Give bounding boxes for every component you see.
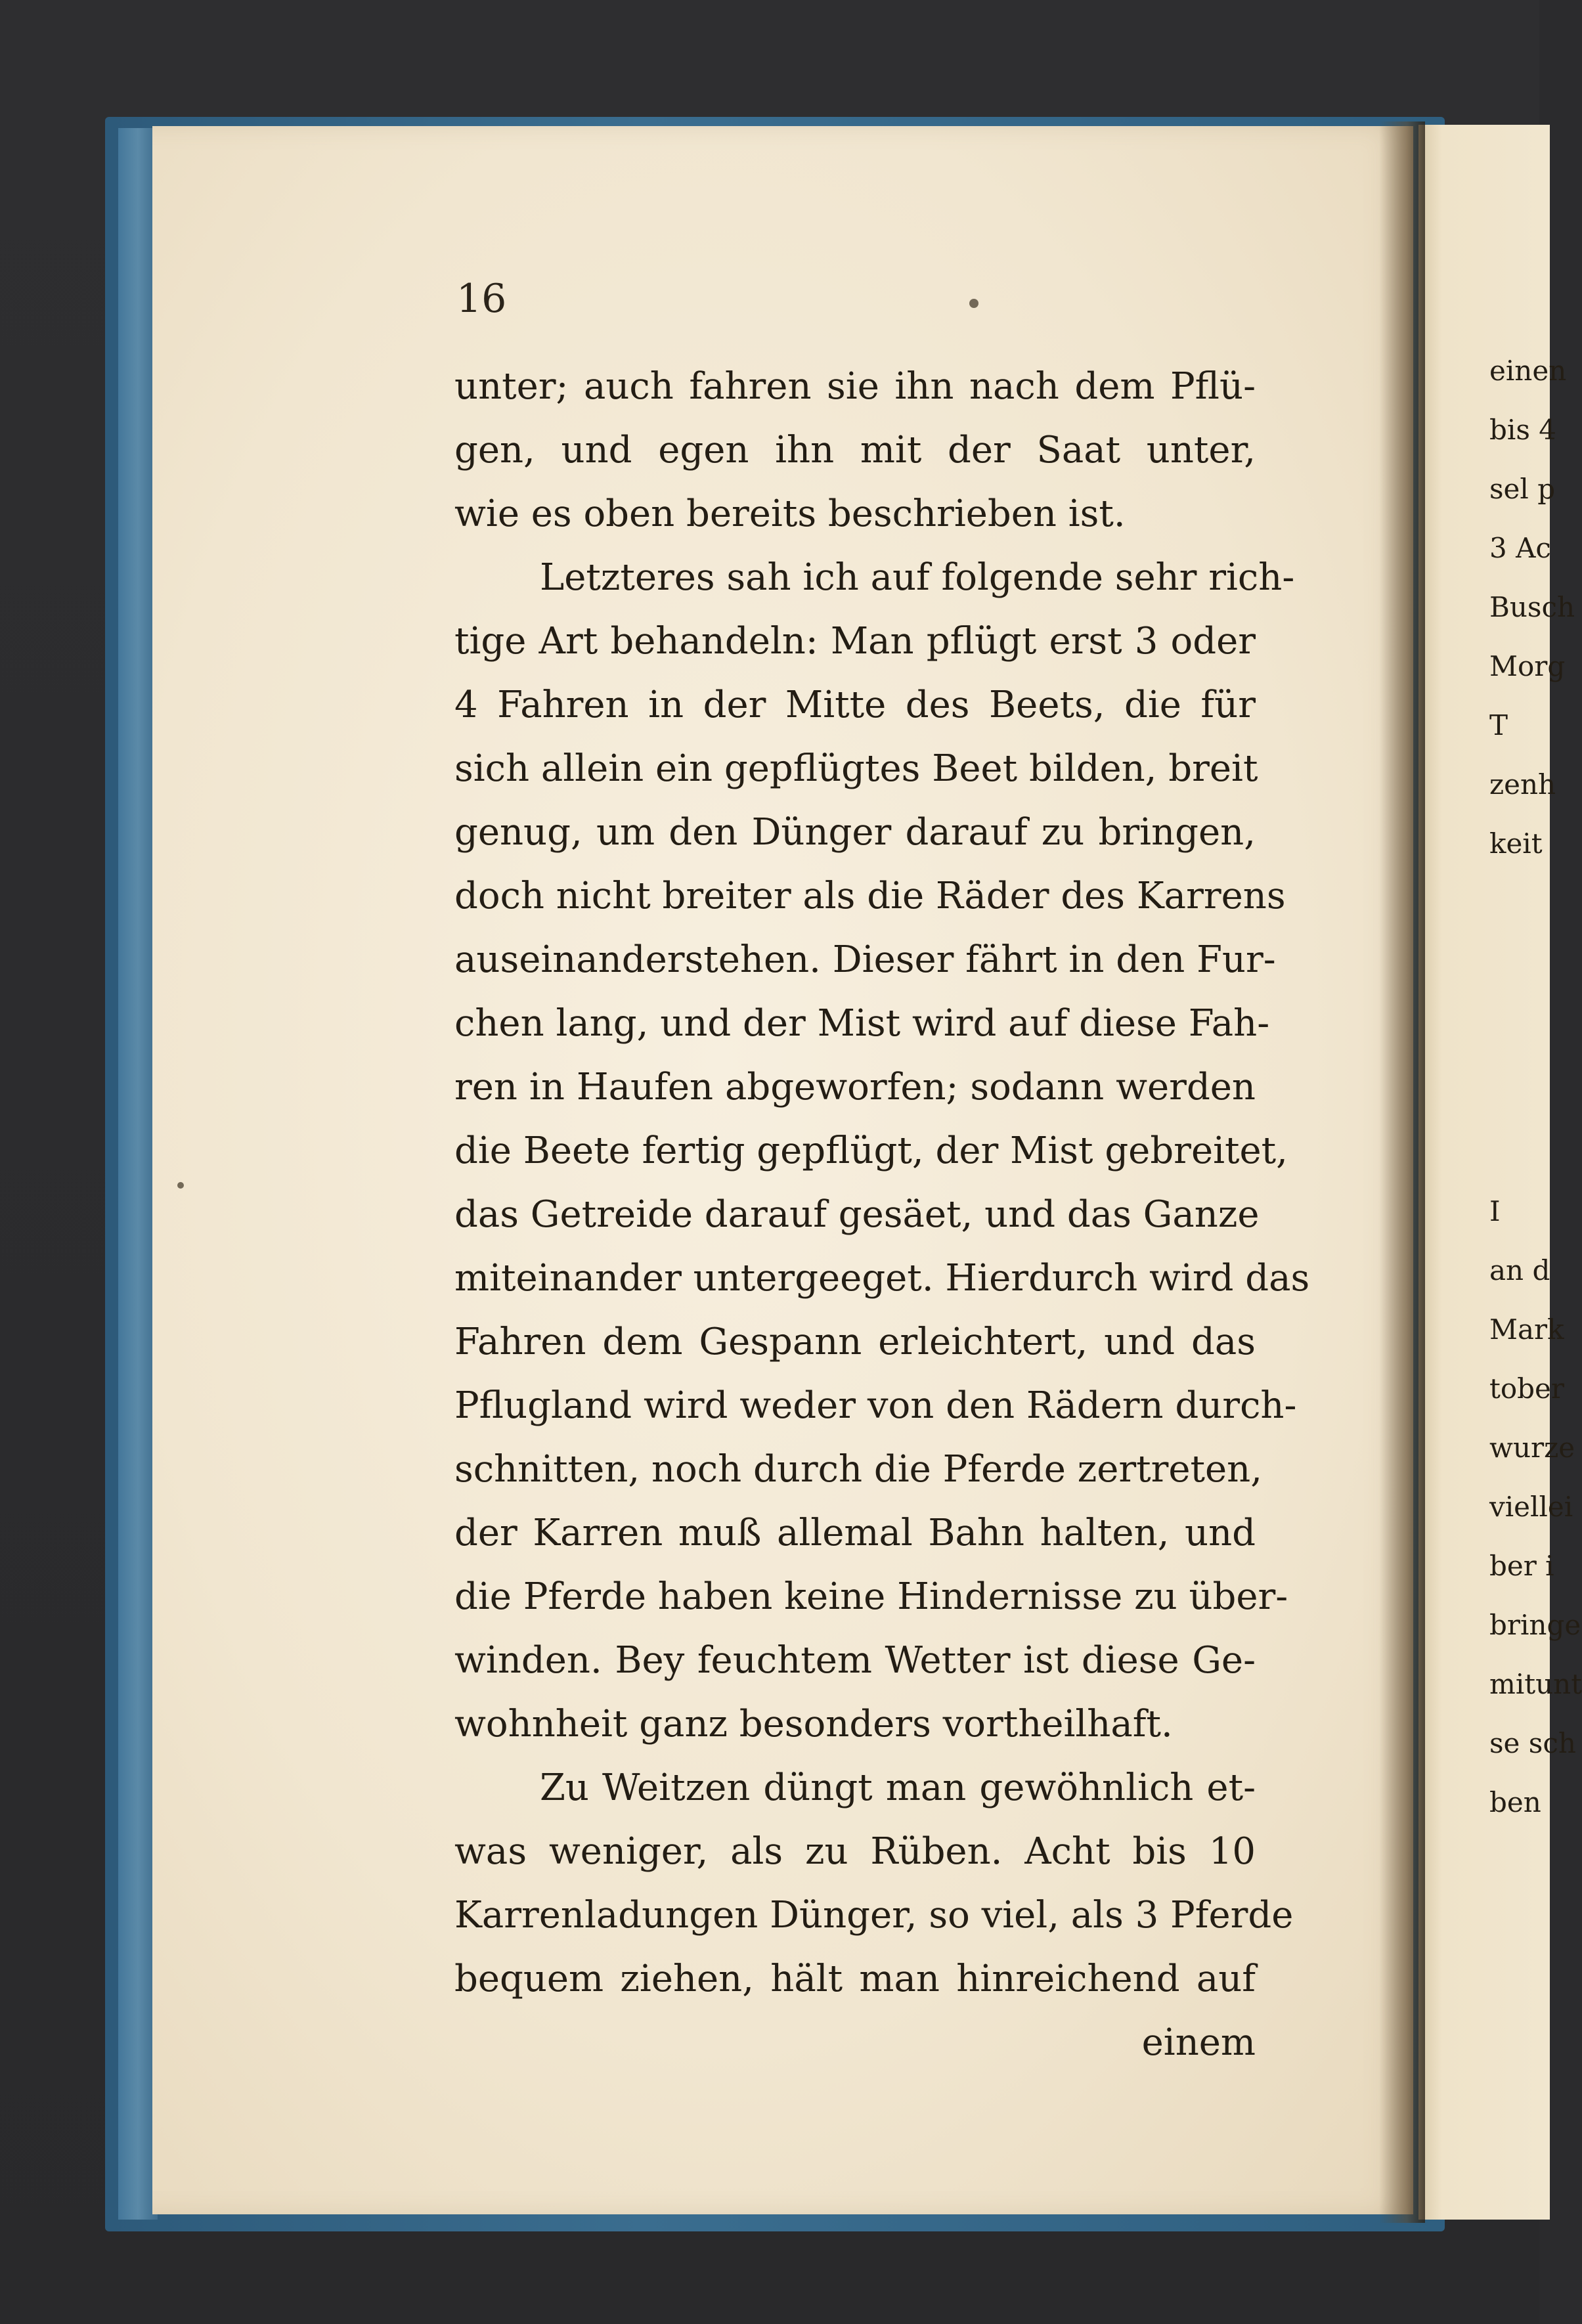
text-line: Letzteres sah ich auf folgende sehr rich- — [540, 556, 1295, 599]
facing-fragment: T — [1489, 709, 1508, 741]
facing-page-fragments — [1489, 341, 1582, 1832]
facing-fragment: mitunt — [1489, 1668, 1582, 1700]
facing-fragment: zenh — [1489, 768, 1556, 800]
text-line: ren in Haufen abgeworfen; sodann werden — [454, 1066, 1256, 1108]
text-line: Pflugland wird weder von den Rädern durch- — [454, 1384, 1297, 1427]
text-line: miteinander untergeeget. Hierdurch wird das — [454, 1257, 1310, 1300]
facing-fragment: ber i — [1489, 1550, 1554, 1582]
text-line: genug, um den Dünger darauf zu bringen, — [454, 811, 1256, 854]
text-line: die Pferde haben keine Hindernisse zu über- — [454, 1575, 1288, 1618]
facing-fragment: 3 Ac — [1489, 532, 1551, 564]
facing-fragment: bis 4 — [1489, 414, 1556, 446]
text-line: 4 Fahren in der Mitte des Beets, die für — [454, 684, 1256, 726]
ink-spot — [177, 1182, 184, 1189]
text-line: gen, und egen ihn mit der Saat unter, — [454, 429, 1256, 471]
text-line: bequem ziehen, hält man hinreichend auf — [454, 1958, 1256, 2000]
text-line: der Karren muß allemal Bahn halten, und — [454, 1512, 1256, 1554]
text-line: was weniger, als zu Rüben. Acht bis 10 — [454, 1830, 1256, 1873]
facing-fragment: wurze — [1489, 1432, 1575, 1464]
facing-fragment: Morg — [1489, 650, 1566, 682]
facing-fragment: sel p — [1489, 473, 1556, 505]
text-line: wie es oben bereits beschrieben ist. — [454, 493, 1126, 535]
facing-fragment: Busch — [1489, 591, 1575, 623]
facing-fragment: I — [1489, 1195, 1501, 1227]
body-text — [454, 355, 1310, 2074]
cover-edge — [118, 128, 158, 2220]
facing-fragment: se sch — [1489, 1727, 1576, 1759]
text-line: tige Art behandeln: Man pflügt erst 3 oder — [454, 620, 1256, 663]
text-line: Zu Weitzen düngt man gewöhnlich et- — [540, 1766, 1256, 1809]
book-gutter — [1379, 121, 1425, 2223]
facing-fragment: viellei — [1489, 1491, 1573, 1523]
text-line: auseinanderstehen. Dieser fährt in den Fur- — [454, 938, 1276, 981]
text-line: das Getreide darauf gesäet, und das Ganze — [454, 1193, 1260, 1236]
facing-fragment: keit — [1489, 827, 1543, 860]
text-line: winden. Bey feuchtem Wetter ist diese Ge- — [454, 1639, 1256, 1682]
facing-fragment: Mark — [1489, 1313, 1564, 1346]
text-line: wohnheit ganz besonders vortheilhaft. — [454, 1703, 1173, 1745]
facing-fragment: an d — [1489, 1254, 1550, 1286]
text-line: unter; auch fahren sie ihn nach dem Pflü- — [454, 365, 1256, 408]
facing-fragment: ben — [1489, 1786, 1541, 1818]
text-line: Karrenladungen Dünger, so viel, als 3 Pferde — [454, 1894, 1294, 1937]
facing-fragment: tober — [1489, 1372, 1564, 1405]
text-line: die Beete fertig gepflügt, der Mist gebreitet, — [454, 1129, 1288, 1172]
text-line: chen lang, und der Mist wird auf diese Fah- — [454, 1002, 1270, 1045]
ink-spot — [969, 299, 978, 308]
text-line: Fahren dem Gespann erleichtert, und das — [454, 1321, 1256, 1363]
page-number: 16 — [456, 276, 507, 322]
text-line: sich allein ein gepflügtes Beet bilden, breit — [454, 747, 1258, 790]
facing-fragment: einen — [1489, 355, 1567, 387]
text-line: doch nicht breiter als die Räder des Karrens — [454, 875, 1286, 917]
facing-fragment: bringe — [1489, 1609, 1581, 1641]
text-line: schnitten, noch durch die Pferde zertreten, — [454, 1448, 1263, 1491]
catchword: einem — [1141, 2021, 1256, 2064]
